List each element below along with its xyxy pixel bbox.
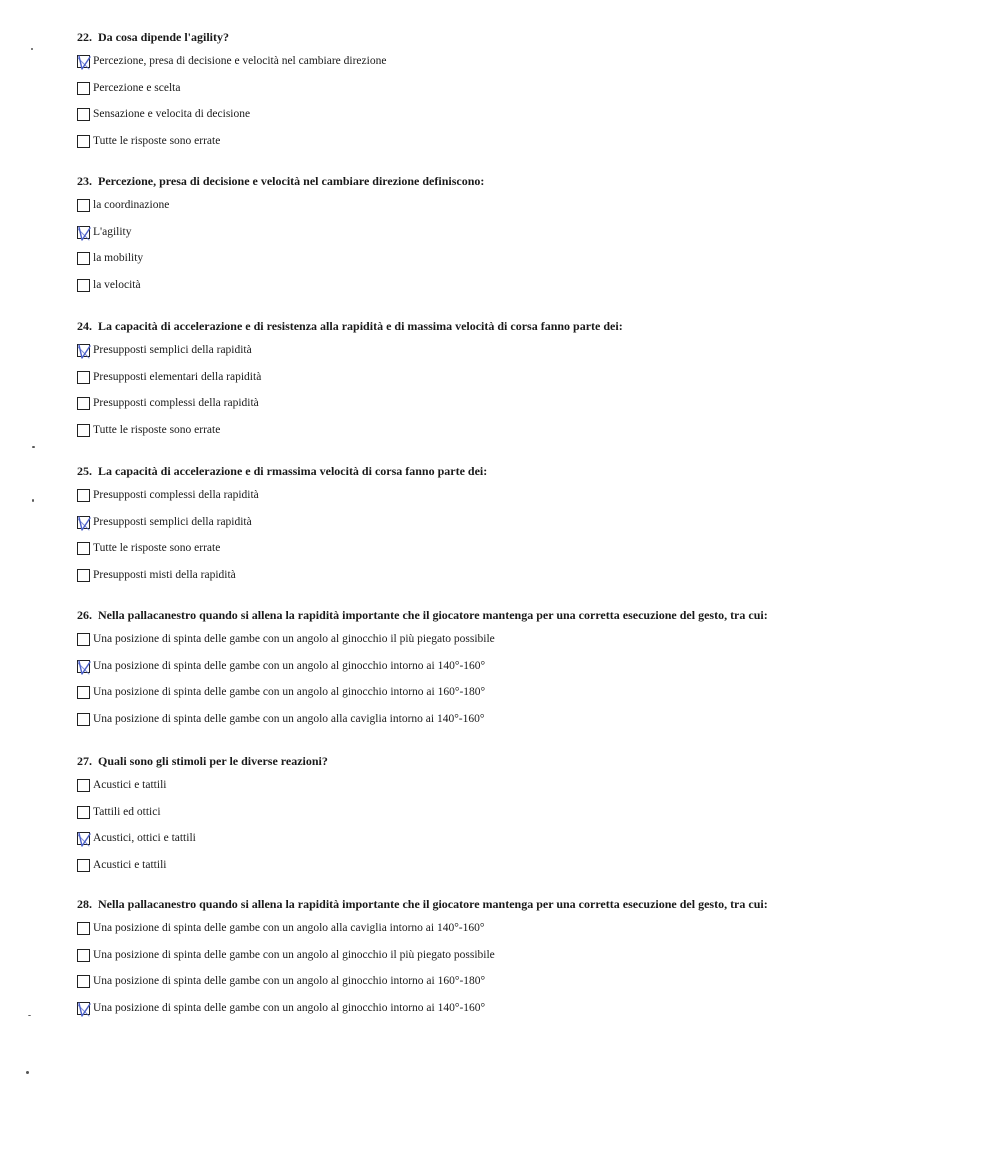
pen-stroke [79,1003,90,1016]
checkbox[interactable] [77,779,90,792]
checkbox[interactable] [77,199,90,212]
pen-stroke [79,833,90,846]
option-label: Presupposti misti della rapidità [93,568,236,581]
pen-stroke [79,661,90,674]
option-item[interactable] [77,343,977,370]
question-number: 25. [77,464,92,478]
question-title [77,462,977,480]
option-item[interactable] [77,107,977,134]
option-label: Una posizione di spinta delle gambe con un angolo al ginocchio intorno ai 140°-160° [93,1001,486,1014]
pen-check-mark-icon [76,343,93,360]
option-item[interactable] [77,54,977,81]
checkbox[interactable] [77,55,90,68]
question-number: 22. [77,30,92,44]
option-item[interactable] [77,278,977,305]
question-text: Da cosa dipende l'agility? [98,30,230,44]
checkbox[interactable] [77,922,90,935]
option-label: Tutte le risposte sono errate [93,134,221,147]
option-label: L'agility [93,225,132,238]
option-list [77,488,977,594]
option-item[interactable] [77,81,977,108]
option-label: Presupposti semplici della rapidità [93,344,252,356]
question-title [77,28,977,46]
pen-stroke [79,56,90,69]
question-text: Nella pallacanestro quando si allena la rapidità importante che il giocatore mantenga per una corretta esecuzione del gesto, tra cui: [98,897,768,911]
option-label: Percezione, presa di decisione e velocità nel cambiare direzione [93,55,387,67]
option-item[interactable] [77,921,977,948]
option-label: Una posizione di spinta delle gambe con un angolo al ginocchio intorno ai 140°-160° [93,659,486,672]
option-item[interactable] [77,396,977,423]
option-item[interactable] [77,225,977,252]
option-list [77,343,977,449]
option-label: Percezione e scelta [93,81,181,94]
question-text: La capacità di accelerazione e di resistenza alla rapidità e di massima velocità di corsa fanno parte dei: [98,319,623,333]
question-text: La capacità di accelerazione e di rmassima velocità di corsa fanno parte dei: [98,464,488,478]
question-number: 27. [77,754,92,768]
checkbox[interactable] [77,108,90,121]
option-label: Presupposti complessi della rapidità [93,397,259,410]
checkbox[interactable] [77,82,90,95]
option-item[interactable] [77,515,977,542]
checkbox[interactable] [77,569,90,582]
checkbox[interactable] [77,633,90,646]
option-label: Sensazione e velocita di decisione [93,108,251,121]
option-item[interactable] [77,805,977,832]
pen-check-mark-icon [76,515,93,532]
option-item[interactable] [77,974,977,1001]
checkbox[interactable] [77,975,90,988]
checkbox[interactable] [77,1002,90,1015]
option-item[interactable] [77,134,977,161]
checkbox[interactable] [77,713,90,726]
checkbox[interactable] [77,542,90,555]
question-title [77,895,977,913]
option-item[interactable] [77,198,977,225]
option-item[interactable] [77,488,977,515]
option-label: Acustici e tattili [93,858,167,871]
option-item[interactable] [77,568,977,595]
pen-stroke [79,227,90,240]
option-item[interactable] [77,831,977,858]
pen-check-mark-icon [76,1001,93,1018]
question-text: Nella pallacanestro quando si allena la rapidità importante che il giocatore mantenga per una corretta esecuzione del gesto, tra cui: [98,608,768,622]
option-label: la coordinazione [93,199,170,211]
question-title [77,317,977,335]
question-26 [77,606,977,738]
question-22 [77,28,977,160]
option-label: Tutte le risposte sono errate [93,542,221,555]
scan-speck [28,1015,31,1016]
option-label: Tutte le risposte sono errate [93,423,221,436]
pen-stroke [79,517,90,530]
pen-check-mark-icon [76,831,93,848]
checkbox[interactable] [77,344,90,357]
option-list [77,54,977,160]
option-item[interactable] [77,685,977,712]
checkbox[interactable] [77,135,90,148]
option-label: Una posizione di spinta delle gambe con un angolo alla caviglia intorno ai 140°-160° [93,922,485,934]
option-item[interactable] [77,659,977,686]
scan-speck [32,446,35,448]
checkbox[interactable] [77,489,90,502]
question-number: 24. [77,319,92,333]
option-label: la velocità [93,278,141,291]
checkbox[interactable] [77,226,90,239]
option-item[interactable] [77,632,977,659]
question-text: Percezione, presa di decisione e velocità nel cambiare direzione definiscono: [98,174,485,188]
question-title [77,606,977,624]
question-title [77,172,977,190]
option-item[interactable] [77,858,977,885]
option-label: Presupposti elementari della rapidità [93,370,262,383]
option-label: Una posizione di spinta delle gambe con un angolo al ginocchio il più piegato possibile [93,948,495,961]
pen-stroke [79,345,90,358]
option-item[interactable] [77,778,977,805]
checkbox[interactable] [77,806,90,819]
checkbox[interactable] [77,252,90,265]
option-label: Acustici, ottici e tattili [93,832,196,845]
checkbox[interactable] [77,949,90,962]
checkbox[interactable] [77,686,90,699]
question-title [77,752,977,770]
scan-speck [26,1071,29,1074]
option-label: Una posizione di spinta delle gambe con un angolo al ginocchio intorno ai 160°-180° [93,686,486,699]
checkbox[interactable] [77,397,90,410]
pen-check-mark-icon [76,225,93,242]
checkbox[interactable] [77,832,90,845]
option-item[interactable] [77,423,977,450]
option-item[interactable] [77,712,977,739]
scan-speck [31,48,33,50]
option-list [77,632,977,738]
option-list [77,921,977,1027]
question-25 [77,462,977,594]
option-label: Una posizione di spinta delle gambe con un angolo al ginocchio intorno ai 160°-180° [93,975,486,988]
checkbox[interactable] [77,660,90,673]
question-27 [77,752,977,884]
option-item[interactable] [77,541,977,568]
option-list [77,198,977,304]
question-23 [77,172,977,304]
question-number: 28. [77,897,92,911]
option-label: Presupposti semplici della rapidità [93,515,252,528]
option-label: la mobility [93,252,144,265]
option-label: Presupposti complessi della rapidità [93,489,259,501]
checkbox[interactable] [77,424,90,437]
option-list [77,778,977,884]
checkbox[interactable] [77,371,90,384]
checkbox[interactable] [77,279,90,292]
option-label: Una posizione di spinta delle gambe con un angolo al ginocchio il più piegato possibile [93,633,495,645]
option-item[interactable] [77,370,977,397]
checkbox[interactable] [77,859,90,872]
question-text: Quali sono gli stimoli per le diverse reazioni? [98,754,328,768]
checkbox[interactable] [77,516,90,529]
question-24 [77,317,977,449]
option-item[interactable] [77,948,977,975]
option-item[interactable] [77,251,977,278]
option-label: Una posizione di spinta delle gambe con un angolo alla caviglia intorno ai 140°-160° [93,712,485,725]
option-label: Acustici e tattili [93,779,167,791]
scan-speck [32,499,34,502]
option-item[interactable] [77,1001,977,1028]
pen-check-mark-icon [76,659,93,676]
option-label: Tattili ed ottici [93,805,161,818]
pen-check-mark-icon [76,54,93,71]
question-number: 26. [77,608,92,622]
question-28 [77,895,977,1027]
question-number: 23. [77,174,92,188]
